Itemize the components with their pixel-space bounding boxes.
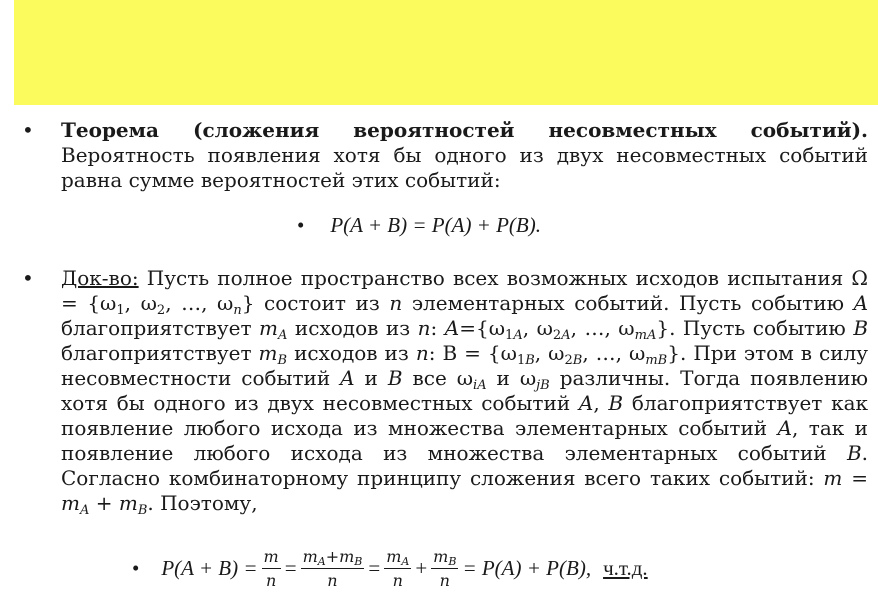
bullet: •	[22, 118, 34, 142]
bullet: •	[22, 266, 34, 290]
proof-paragraph: Док-во: Пусть полное пространство всех возможных исходов испытания $\Omega = \{\omega_1$, $\omega_2$, …, $\omega_n$} состоит из n элементарных событий. Пусть событию A благоприятствует $m_A$ исходов из n: $A=\{\omega_{1A}$, $\omega_{2A}$, …, $\omega_{mA}$}. Пусть событию B благоприятствует $m_B$ исходов из n: $B = \{\omega_{1B}$, $\omega_{2B}$, …, $\omega_{mB}$}. При этом в силу несовместности событий A и B все $\omega_{iA}$ и $\omega_{jB}$ различны. Тогда появлению хотя бы одного из двух несовместных событий A, B благоприятствует как появление любого исхода из множества элементарных событий A, так и появление любого исхода из множества элементарных событий B. Согласно комбинаторному принципу сложения всего таких событий: $m = m_A + m_B$. Поэтому,	[61, 266, 869, 518]
proof-label: Док-во:	[61, 266, 139, 290]
title-banner	[14, 0, 878, 105]
proof-formula: • P(A + B) = $\frac{m}{n}$ = $\frac{m_A+m_B}{n}$ = $\frac{m_A}{n}$ + $\frac{m_B}{n}$ = P(A) + P(B), ч.т.д.	[132, 546, 648, 590]
fraction: $\frac{m_B}{n}$	[433, 546, 457, 590]
fraction: $\frac{m}{n}$	[263, 546, 279, 590]
qed-mark: ч.т.д.	[603, 555, 648, 580]
sum-formula: • P(A + B) = P(A) + P(B).	[297, 213, 541, 237]
theorem-title: Теорема (сложения вероятностей несовместных событий).	[61, 118, 868, 142]
fraction: $\frac{m_A+m_B}{n}$	[302, 546, 363, 590]
fraction: $\frac{m_A}{n}$	[386, 546, 410, 590]
formula-text: P(A + B) = P(A) + P(B).	[330, 213, 541, 237]
theorem-text: Вероятность появления хотя бы одного из двух несовместных событий равна сумме вероятностей этих событий:	[61, 143, 868, 192]
theorem-paragraph	[61, 118, 868, 193]
